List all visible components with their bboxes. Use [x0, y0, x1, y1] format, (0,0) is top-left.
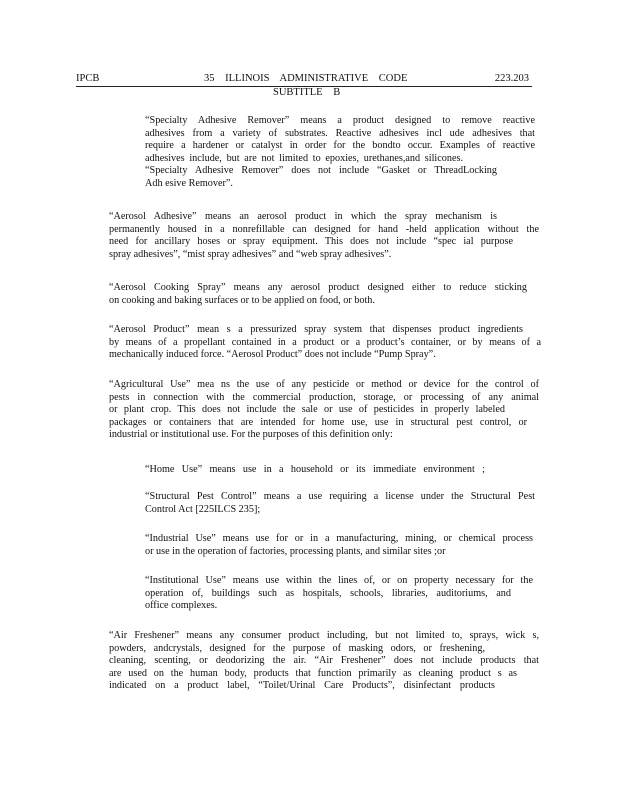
text-line: on cooking and baking surfaces or to be applied on food, or both.: [109, 294, 375, 306]
text-line: Adh esive Remover”.: [145, 177, 233, 189]
text-line: are used on the human body, products that function primarily as cleaning product s as: [109, 667, 517, 679]
text-line: operation of, buildings such as hospitals, schools, libraries, auditoriums, and: [145, 587, 511, 599]
definition-agricultural-use: [109, 379, 539, 442]
definition-institutional-use: [145, 575, 533, 613]
text-line: mechanically induced force. “Aerosol Product” does not include “Pump Spray”.: [109, 349, 436, 361]
header-agency: IPCB: [76, 73, 100, 84]
text-line: “Aerosol Cooking Spray” means any aerosol product designed either to reduce sticking: [109, 282, 527, 293]
text-line: by means of a propellant contained in a product or a product’s container, or by means of a: [109, 336, 541, 348]
text-line: indicated on a product label, “Toilet/Urinal Care Products”, disinfectant products: [109, 680, 495, 692]
definition-home-use: [145, 464, 485, 477]
text-line: or plant crop. This does not include the sale or use of pesticides in properly labeled: [109, 404, 505, 416]
text-line: require a hardener or catalyst in order for the bondto occur. Examples of reactive: [145, 140, 535, 152]
definition-industrial-use: [145, 533, 533, 558]
text-line: industrial or institutional use. For the purposes of this definition only:: [109, 429, 393, 441]
definition-air-freshener: [109, 630, 539, 693]
text-line: cleaning, scenting, or deodorizing the air. “Air Freshener” does not include products that: [109, 655, 539, 667]
text-line: “Specialty Adhesive Remover” means a product designed to remove reactive: [145, 115, 535, 126]
text-line: pests in connection with the commercial production, storage, or processing of any animal: [109, 391, 539, 403]
header-subtitle: SUBTITLE B: [273, 87, 341, 98]
text-line: “Agricultural Use” mea ns the use of any pesticide or method or device for the control of: [109, 379, 539, 390]
header-code-title: 35 ILLINOIS ADMINISTRATIVE CODE: [204, 73, 408, 84]
text-line: office complexes.: [145, 600, 218, 612]
header-section-number: 223.203: [494, 73, 529, 84]
text-line: “Home Use” means use in a household or its immediate environment ;: [145, 464, 485, 475]
text-line: Control Act [225ILCS 235];: [145, 503, 261, 515]
definition-aerosol-product: [109, 324, 541, 362]
text-line: “Air Freshener” means any consumer product including, but not limited to, sprays, wick s,: [109, 630, 539, 641]
page-header: [76, 72, 532, 87]
text-line: “Industrial Use” means use for or in a manufacturing, mining, or chemical process: [145, 533, 533, 544]
text-line: need for ancillary hoses or spray equipment. This does not include “spec ial purpose: [109, 236, 513, 248]
text-line: powders, andcrystals, designed for the purpose of masking odors, or freshening,: [109, 642, 485, 654]
text-line: “Aerosol Product” mean s a pressurized spray system that dispenses product ingredients: [109, 324, 523, 335]
text-line: packages or containers that are intended for home use, use in structural pest control, or: [109, 416, 527, 428]
text-line: “Specialty Adhesive Remover” does not include “Gasket or ThreadLocking: [145, 165, 497, 177]
text-line: “Structural Pest Control” means a use requiring a license under the Structural Pest: [145, 491, 535, 502]
text-line: or use in the operation of factories, processing plants, and similar sites ;or: [145, 545, 446, 557]
text-line: “Institutional Use” means use within the lines of, or on property necessary for the: [145, 575, 533, 586]
definition-aerosol-cooking-spray: [109, 282, 539, 307]
definition-structural-pest-control: [145, 491, 535, 516]
text-line: adhesives include, but are not limited to epoxies, urethanes,and silicones.: [145, 152, 463, 164]
text-line: adhesives from a variety of substrates. Reactive adhesives incl ude adhesives that: [145, 127, 535, 139]
text-line: permanently housed in a nonrefillable can designed for hand -held application without the: [109, 223, 539, 235]
definition-specialty-adhesive-remover: [145, 115, 535, 191]
text-line: spray adhesives”, “mist spray adhesives” and “web spray adhesives”.: [109, 248, 392, 260]
text-line: “Aerosol Adhesive” means an aerosol product in which the spray mechanism is: [109, 211, 497, 222]
definition-aerosol-adhesive: [109, 211, 539, 261]
